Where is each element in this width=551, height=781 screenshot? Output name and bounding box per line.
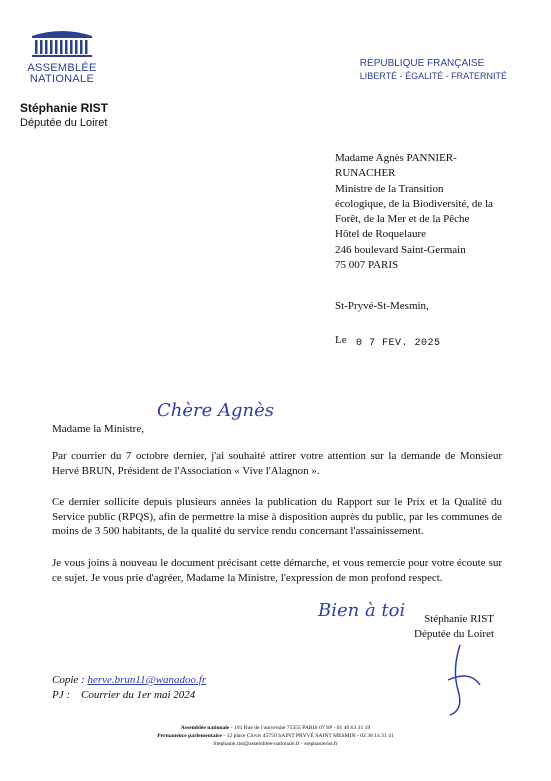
address-line: Ministre de la Transition (335, 182, 444, 195)
place: St-Pryvé-St-Mesmin, (335, 300, 429, 312)
copy-label: Copie : (52, 674, 85, 686)
handwritten-salutation: Chère Agnès (157, 400, 274, 421)
date-label: Le (335, 334, 347, 346)
footer-permanence-address: - 12 place Clovis 45750 SAINT PRYVÉ SAINT MESMIN - 02 38 14 31 41 (221, 733, 394, 739)
handwritten-closing: Bien à toi (318, 600, 406, 621)
footer-an-label: Assemblée nationale (180, 725, 230, 731)
address-line: Forêt, de la Mer et de la Pêche (335, 213, 470, 226)
footer-an-address: - 101 Rue de l'université 75355 PARIS 07 SP - 01 40 63 31 19 (229, 725, 371, 731)
body-paragraph-2: Ce dernier sollicite depuis plusieurs années la publication du Rapport sur le Prix et la Qualité du Service public (RPQS), afin de permettre la mise à disposition auprès du public, par les communes de moins de 3 500 habitants, de la qualité du service rendu concernant l'assainissement. (52, 496, 502, 537)
logo-line2: NATIONALE (29, 73, 95, 85)
footer-contact: Stephanie.rist@assemblee-nationale.fr - stephanierist.fr (213, 741, 338, 747)
address-line: 75 007 PARIS (335, 259, 399, 272)
signature-block (414, 612, 494, 642)
sender-name: Stéphanie RIST (20, 101, 109, 115)
pj-text: Courrier du 1er mai 2024 (81, 689, 196, 701)
footer (0, 724, 551, 748)
copy-email-link[interactable]: herve.brun11@wanadoo.fr (87, 674, 207, 686)
footer-permanence-label: Permanence parlementaire (157, 733, 222, 739)
sender-block (20, 101, 108, 129)
recipient-address (335, 151, 515, 273)
body-paragraph-1: Par courrier du 7 octobre dernier, j'ai souhaité attirer votre attention sur la demande de Monsieur Hervé BRUN, Président de l'Association « Vive l'Alagnon ». (52, 450, 502, 477)
address-line: Hôtel de Roquelaure (335, 228, 427, 241)
republic-motto: LIBERTÉ - ÉGALITÉ - FRATERNITÉ (359, 71, 507, 81)
hemicycle-icon (22, 26, 102, 58)
salutation: Madame la Ministre, (52, 423, 144, 435)
copy-block (52, 673, 206, 703)
assemblee-nationale-logo (22, 26, 102, 85)
address-line: écologique, de la Biodiversité, de la (335, 197, 493, 210)
address-line: 246 boulevard Saint-Germain (335, 243, 466, 256)
signature-role: Députée du Loiret (414, 628, 495, 640)
republic-title: RÉPUBLIQUE FRANÇAISE (359, 58, 485, 69)
date-stamp: 0 7 FEV. 2025 (356, 338, 441, 349)
logo-line1: ASSEMBLÉE (27, 62, 97, 74)
sender-role: Députée du Loiret (20, 117, 108, 129)
address-line: Madame Agnès PANNIER- (335, 152, 457, 164)
pj-label: PJ : (52, 689, 71, 701)
republic-header (360, 58, 507, 82)
signature-name: Stéphanie RIST (424, 613, 495, 625)
handwritten-signature-mark (430, 640, 490, 720)
address-line: RUNACHER (335, 167, 396, 180)
body-paragraph-3: Je vous joins à nouveau le document précisant cette démarche, et vous remercie pour votre écoute sur ce sujet. Je vous prie d'agréer, Madame la Ministre, l'expression de mon profond respect. (52, 557, 502, 584)
